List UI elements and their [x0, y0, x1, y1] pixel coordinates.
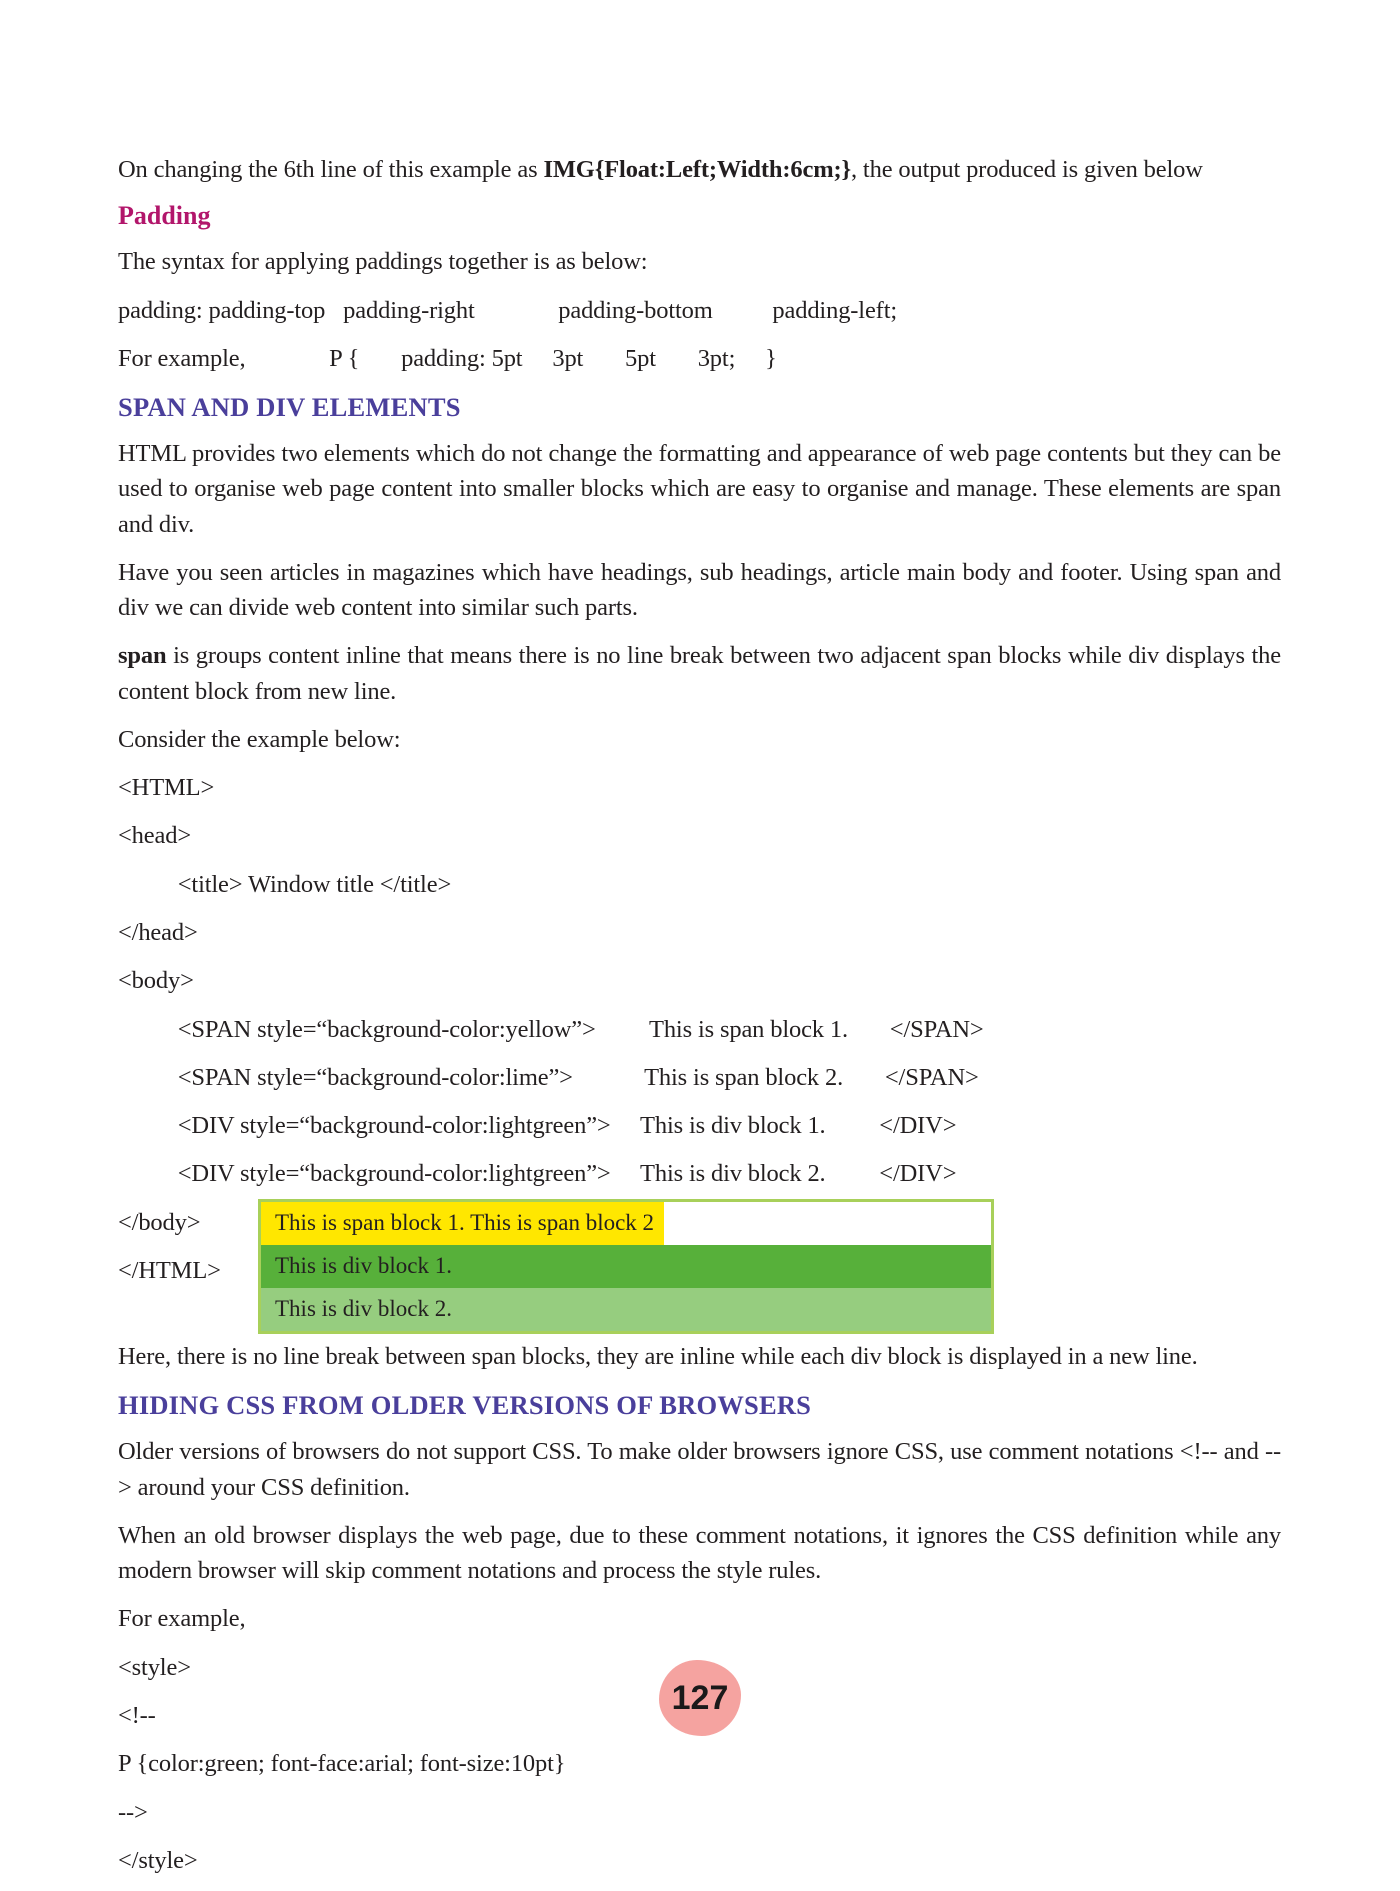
code-line-head-open: <head> [118, 822, 191, 850]
padding-subheading: Padding [118, 201, 211, 231]
code-lines-left-of-figure [118, 1205, 258, 1289]
intro-text-pre: On changing the 6th line of this example as [118, 156, 544, 183]
code-line-html-open: <HTML> [118, 774, 215, 802]
padding-syntax-line: padding: padding-top padding-right padding-bottom padding-left; [118, 296, 898, 324]
browser-output-box [258, 1199, 994, 1334]
code-line-css-rule: P {color:green; font-face:arial; font-size:10pt} [118, 1750, 566, 1778]
code-line-body-close: </body> [118, 1208, 201, 1236]
code-line-comment-open: <!-- [118, 1701, 156, 1729]
intro-code-bold: IMG{Float:Left;Width:6cm;} [543, 156, 851, 183]
intro-paragraph [118, 152, 1281, 187]
code-line-head-close: </head> [118, 918, 198, 946]
span-keyword: span [118, 642, 167, 670]
code-line-title: <title> Window title </title> [118, 870, 452, 898]
page-content [118, 152, 1281, 1891]
code-line-style-close: </style> [118, 1846, 198, 1874]
padding-syntax-intro: The syntax for applying paddings together is as below: [118, 248, 648, 276]
section-heading-span-div: SPAN AND DIV ELEMENTS [118, 392, 461, 423]
padding-example-line: For example, P { padding: 5pt 3pt 5pt 3pt; } [118, 344, 777, 372]
code-line-span-1: <SPAN style=“background-color:yellow”> This is span block 1. </SPAN> [118, 1015, 984, 1043]
span-div-paragraph-1: HTML provides two elements which do not change the formatting and appearance of web page contents but they can be used to organise web page content into smaller blocks which are easy to organise and manage. These elements are span and div. [118, 440, 1281, 538]
span-blocks-highlight: This is span block 1. This is span block 2 [261, 1202, 664, 1245]
browser-span-row [261, 1202, 991, 1245]
span-div-paragraph-2: Have you seen articles in magazines which have headings, sub headings, article main body and footer. Using span and div we can divide web content into similar such parts. [118, 558, 1281, 622]
figure-23 [118, 1205, 1281, 1321]
intro-text-post: , the output produced is given below [850, 156, 1203, 183]
code-line-style-open: <style> [118, 1653, 191, 1681]
page-number-badge: 127 [659, 1660, 741, 1736]
browser-div-block-1: This is div block 1. [261, 1245, 991, 1288]
span-div-paragraph-3 [118, 638, 1281, 709]
code-line-body-open: <body> [118, 967, 194, 995]
consider-example-line: Consider the example below: [118, 725, 401, 753]
browser-div-block-2: This is div block 2. [261, 1288, 991, 1331]
code-line-span-2: <SPAN style=“background-color:lime”> This is span block 2. </SPAN> [118, 1063, 979, 1091]
page-number-footer [0, 1660, 1400, 1736]
span-div-paragraph-3-rest: is groups content inline that means there is no line break between two adjacent span blocks while div displays the content block from new line. [118, 642, 1281, 705]
after-figure-note: Here, there is no line break between span blocks, they are inline while each div block is displayed in a new line. [118, 1343, 1198, 1371]
code-line-html-close: </HTML> [118, 1256, 221, 1284]
code-line-div-1: <DIV style=“background-color:lightgreen”> This is div block 1. </DIV> [118, 1112, 957, 1140]
for-example-line: For example, [118, 1605, 246, 1633]
section-heading-hiding-css: HIDING CSS FROM OLDER VERSIONS OF BROWSERS [118, 1390, 812, 1421]
hiding-css-paragraph-1: Older versions of browsers do not support CSS. To make older browsers ignore CSS, use comment notations <!-- and --> around your CSS definition. [118, 1438, 1281, 1501]
code-line-comment-close: --> [118, 1798, 148, 1826]
code-line-div-2: <DIV style=“background-color:lightgreen”> This is div block 2. </DIV> [118, 1160, 957, 1188]
hiding-css-paragraph-2: When an old browser displays the web page, due to these comment notations, it ignores the CSS definition while any modern browser will skip comment notations and process the style rules. [118, 1521, 1281, 1585]
